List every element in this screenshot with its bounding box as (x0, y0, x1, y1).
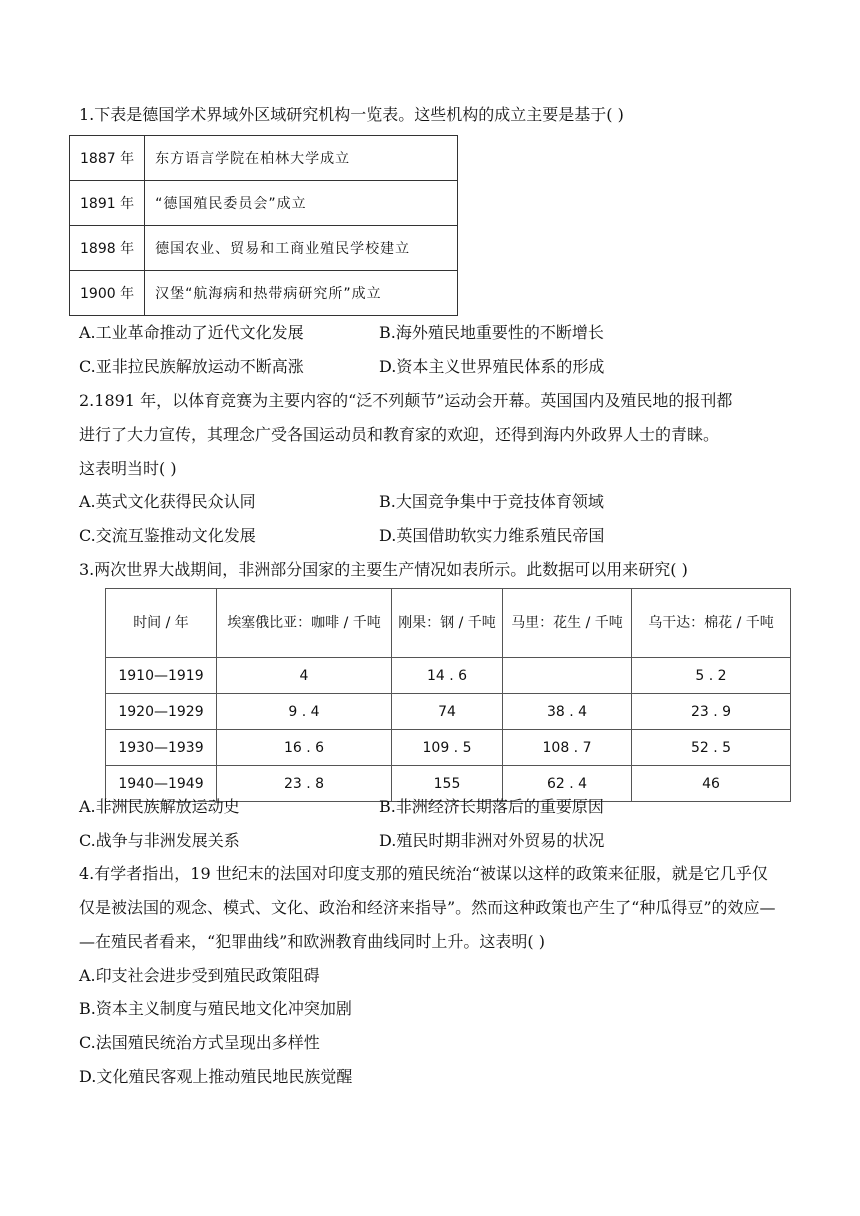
table-row (106, 694, 791, 730)
table-cell: 52 . 5 (632, 730, 791, 766)
question-3-option-a[interactable]: A.非洲民族解放运动史 (79, 797, 240, 816)
question-3-stem: 3.两次世界大战期间，非洲部分国家的主要生产情况如表所示。此数据可以用来研究( ) (79, 560, 688, 579)
header-cell: 马里：花生 / 千吨 (503, 589, 632, 658)
event-cell: 德国农业、贸易和工商业殖民学校建立 (145, 226, 458, 271)
question-4-stem-line-3: —在殖民者看来，“犯罪曲线”和欧洲教育曲线同时上升。这表明( ) (79, 932, 545, 951)
header-cell: 埃塞俄比亚：咖啡 / 千吨 (217, 589, 392, 658)
table-row (70, 181, 458, 226)
year-cell: 1898 年 (70, 226, 145, 271)
question-2-option-d[interactable]: D.英国借助软实力维系殖民帝国 (379, 526, 605, 545)
table-header-row (106, 589, 791, 658)
header-cell: 刚果：钢 / 千吨 (392, 589, 503, 658)
year-cell: 1887 年 (70, 136, 145, 181)
table-cell: 1930—1939 (106, 730, 217, 766)
table-cell: 74 (392, 694, 503, 730)
table-cell: 23 . 9 (632, 694, 791, 730)
question-4-option-b[interactable]: B.资本主义制度与殖民地文化冲突加剧 (79, 999, 352, 1018)
question-3-option-c[interactable]: C.战争与非洲发展关系 (79, 831, 240, 850)
event-cell: 汉堡“航海病和热带病研究所”成立 (145, 271, 458, 316)
table-cell: 14 . 6 (392, 658, 503, 694)
year-cell: 1891 年 (70, 181, 145, 226)
question-2-stem-line-2: 进行了大力宣传，其理念广受各国运动员和教育家的欢迎，还得到海内外政界人士的青睐。 (79, 425, 720, 444)
table-cell: 1910—1919 (106, 658, 217, 694)
table-cell: 23 . 8 (217, 766, 392, 802)
event-cell: “德国殖民委员会”成立 (145, 181, 458, 226)
table-cell: 46 (632, 766, 791, 802)
table-cell: 62 . 4 (503, 766, 632, 802)
question-4-option-d[interactable]: D.文化殖民客观上推动殖民地民族觉醒 (79, 1067, 353, 1086)
table-cell: 4 (217, 658, 392, 694)
question-1-option-d[interactable]: D.资本主义世界殖民体系的形成 (379, 357, 605, 376)
question-1-option-b[interactable]: B.海外殖民地重要性的不断增长 (379, 323, 604, 342)
question-3-table (105, 588, 791, 802)
question-2-stem-line-3: 这表明当时( ) (79, 459, 177, 478)
question-2-stem-line-1: 2.1891 年，以体育竞赛为主要内容的“泛不列颠节”运动会开幕。英国国内及殖民地的报刊都 (79, 391, 733, 410)
question-4-stem-line-2: 仅是被法国的观念、模式、文化、政治和经济来指导”。然而这种政策也产生了“种瓜得豆”的效应— (79, 898, 776, 917)
question-2-option-b[interactable]: B.大国竞争集中于竞技体育领域 (379, 492, 604, 511)
question-1-option-c[interactable]: C.亚非拉民族解放运动不断高涨 (79, 357, 304, 376)
question-3-option-b[interactable]: B.非洲经济长期落后的重要原因 (379, 797, 604, 816)
table-cell (503, 658, 632, 694)
table-cell: 155 (392, 766, 503, 802)
header-cell: 乌干达：棉花 / 千吨 (632, 589, 791, 658)
question-1-table (69, 135, 458, 316)
year-cell: 1900 年 (70, 271, 145, 316)
table-cell: 38 . 4 (503, 694, 632, 730)
table-cell: 1920—1929 (106, 694, 217, 730)
table-cell: 9 . 4 (217, 694, 392, 730)
table-row (70, 226, 458, 271)
question-3-option-d[interactable]: D.殖民时期非洲对外贸易的状况 (379, 831, 605, 850)
question-2-option-c[interactable]: C.交流互鉴推动文化发展 (79, 526, 256, 545)
table-cell: 16 . 6 (217, 730, 392, 766)
event-cell: 东方语言学院在柏林大学成立 (145, 136, 458, 181)
table-cell: 109 . 5 (392, 730, 503, 766)
question-2-option-a[interactable]: A.英式文化获得民众认同 (79, 492, 256, 511)
question-4-option-c[interactable]: C.法国殖民统治方式呈现出多样性 (79, 1033, 320, 1052)
table-cell: 1940—1949 (106, 766, 217, 802)
table-row (70, 136, 458, 181)
table-cell: 108 . 7 (503, 730, 632, 766)
table-row (70, 271, 458, 316)
table-row (106, 730, 791, 766)
question-4-stem-line-1: 4.有学者指出，19 世纪末的法国对印度支那的殖民统治“被谋以这样的政策来征服，就是它几乎仅 (79, 864, 768, 883)
question-1-stem: 1.下表是德国学术界域外区域研究机构一览表。这些机构的成立主要是基于( ) (79, 105, 624, 124)
header-cell: 时间 / 年 (106, 589, 217, 658)
question-4-option-a[interactable]: A.印支社会进步受到殖民政策阻碍 (79, 966, 320, 985)
question-1-option-a[interactable]: A.工业革命推动了近代文化发展 (79, 323, 304, 342)
table-row (106, 658, 791, 694)
table-cell: 5 . 2 (632, 658, 791, 694)
